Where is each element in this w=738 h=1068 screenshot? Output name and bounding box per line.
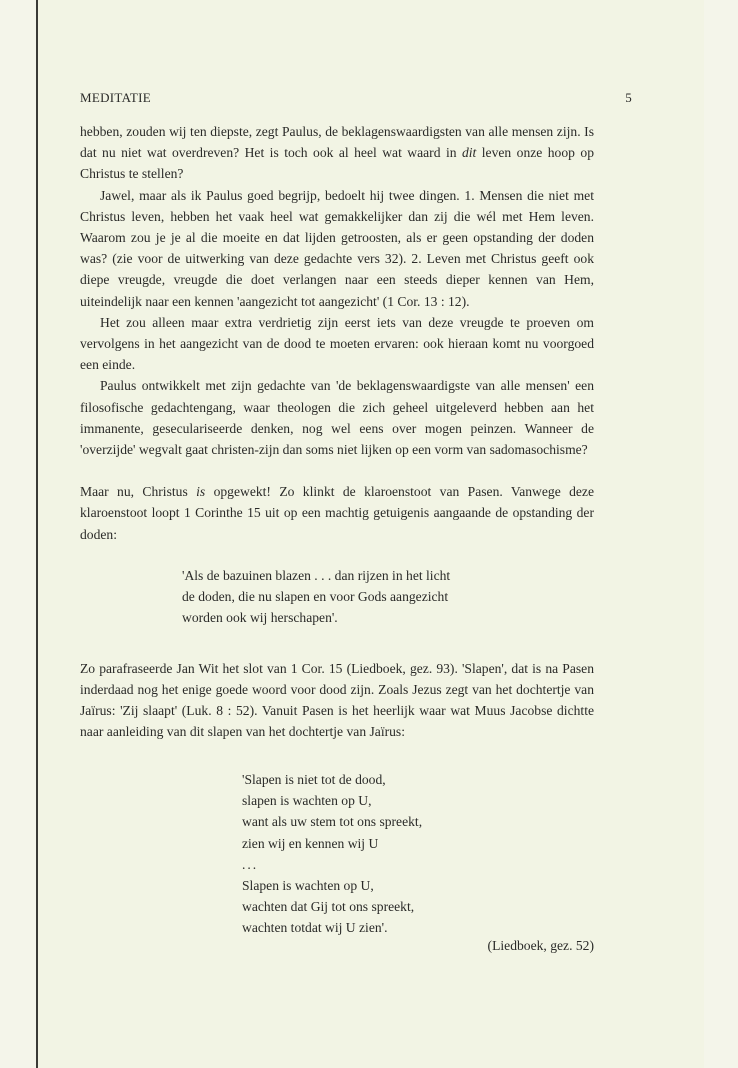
source-citation: (Liedboek, gez. 52) [487,938,594,953]
quote-line: zien wij en kennen wij U [242,835,379,851]
quote-line: 'Slapen is niet tot de dood, [242,772,386,787]
emphasis: is [196,484,206,500]
quote-line: 'Als de bazuinen blazen . . . dan rijzen in het licht [182,568,451,583]
body-text [80,121,594,545]
quote-poem-1 [182,565,450,629]
quote-line: wachten totdat wij U zien'. [242,920,388,936]
paragraph: Zo parafraseerde Jan Wit het slot van 1 Cor. 15 (Liedboek, gez. 93). 'Slapen', dat is na Pasen inderdaad nog het enige goede woord voor dood zijn. Zoals Jezus zegt van het dochtertje van Jaïrus: 'Zij slaapt' (Luk. 8 : 52). Vanuit Pasen is het heerlijk waar wat Muus Jacobse dichtte naar aanleiding van dit slapen van het dochtertje van Jaïrus: [80,660,594,740]
header-title: MEDITATIE [80,90,151,105]
quote-line: Slapen is wachten op U, [242,878,374,894]
quote-ellipsis: ... [242,856,259,872]
paragraph: Jawel, maar als ik Paulus goed begrijp, bedoelt hij twee dingen. 1. Mensen die niet met Christus leven, hebben het vaak heel wat gemakkelijker dan zij die wél met Hem leven. Waarom zou je je al die moeite en dat lijden getroosten, als er geen opstanding der doden was? (zie voor de uitwerking van deze gedachte vers 32). 2. Leven met Christus geeft ook diepe vreugde, vreugde die doet verlangen naar een steeds dieper kennen van Hem, uiteindelijk naar een kennen 'aangezicht tot aangezicht' (1 Cor. 13 : 12). [80,187,594,309]
quote-line: de doden, die nu slapen en voor Gods aangezicht [182,589,449,605]
quote-line: worden ook wij herschapen'. [182,610,338,626]
quote-line: want als uw stem tot ons spreekt, [242,814,423,830]
quote-line: slapen is wachten op U, [242,793,372,809]
quote-poem-2 [242,769,422,939]
page-number: 5 [625,90,632,105]
paragraph: Het zou alleen maar extra verdrietig zijn eerst iets van deze vreugde te proeven om vervolgens in het aangezicht van de dood te moeten ervaren: ook hieraan komt nu voorgoed een einde. [80,314,594,373]
paragraph: Paulus ontwikkelt met zijn gedachte van 'de beklagenswaardigste van alle mensen' een filosofische gedachtengang, waar theologen die zich geheel uitgeleverd hebben aan het immanente, geseculariseerde denken, nog wel eens over mogen peinzen. Wanneer de 'overzijde' wegvalt gaat christen-zijn dan soms niet lijken op een vorm van sadomasochisme? [80,378,594,458]
paragraph: Maar nu, Christus is opgewekt! Zo klinkt de klaroenstoot van Pasen. Vanwege deze klaroenstoot loopt 1 Corinthe 15 uit op een machtig getuigenis aangaande de opstanding der doden: [80,484,594,542]
quote-line: wachten dat Gij tot ons spreekt, [242,899,415,915]
emphasis: dit [461,145,477,161]
paragraph: hebben, zouden wij ten diepste, zegt Paulus, de beklagenswaardigsten van alle mensen zijn. Is dat nu niet wat overdreven? Het is toch ook al heel wat waard in dit leven onze hoop op Christus te stellen? [80,124,594,182]
